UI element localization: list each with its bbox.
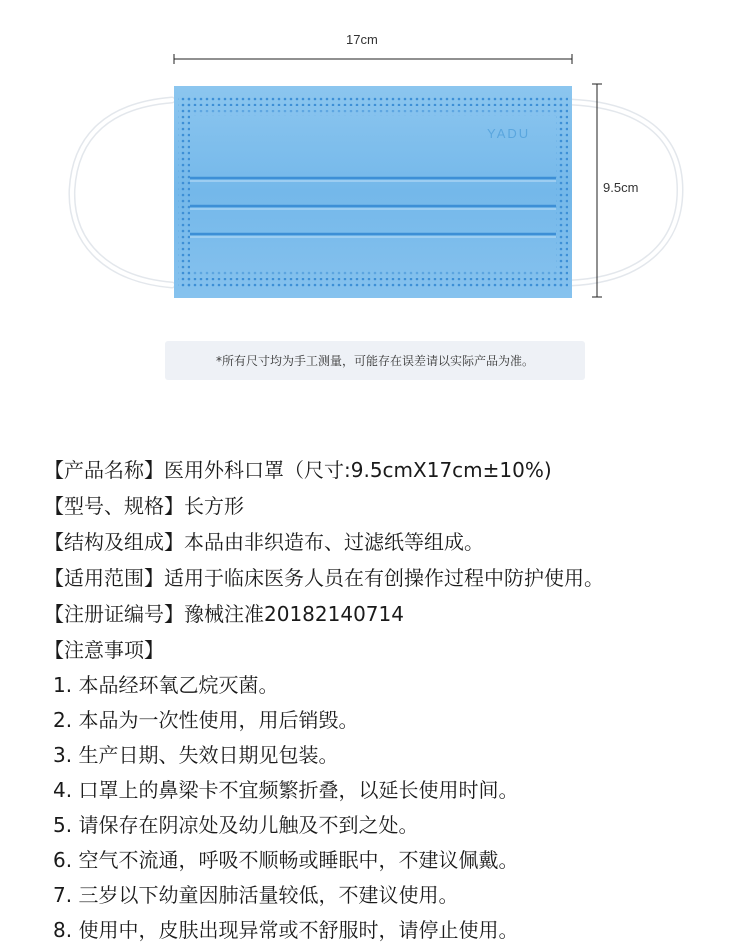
- list-item: 6. 空气不流通，呼吸不顺畅或睡眠中，不建议佩戴。: [53, 848, 519, 872]
- list-item: 2. 本品为一次性使用，用后销毁。: [53, 708, 359, 732]
- mask-dimension-figure: [0, 0, 750, 400]
- spec-product-name: 【产品名称】医用外科口罩（尺寸:9.5cmX17cm±10%): [44, 458, 552, 482]
- seam-left: [178, 96, 190, 288]
- list-item: 3. 生产日期、失效日期见包装。: [53, 743, 339, 767]
- spec-model: 【型号、规格】长方形: [44, 494, 244, 518]
- seam-top-2: [186, 110, 562, 116]
- mask-body: [174, 86, 572, 298]
- measurement-note: *所有尺寸均为手工测量，可能存在误差请以实际产品为准。: [165, 341, 585, 380]
- left-ear-loop-inner: [72, 100, 172, 285]
- list-item: 7. 三岁以下幼童因肺活量较低，不建议使用。: [53, 883, 459, 907]
- spec-cautions-heading: 【注意事项】: [44, 638, 164, 662]
- spec-structure: 【结构及组成】本品由非织造布、过滤纸等组成。: [44, 530, 484, 554]
- spec-scope: 【适用范围】适用于临床医务人员在有创操作过程中防护使用。: [44, 566, 604, 590]
- height-label: 9.5cm: [603, 180, 639, 195]
- mask-illustration: [0, 0, 750, 400]
- spec-registration: 【注册证编号】豫械注准20182140714: [44, 602, 404, 626]
- list-item: 1. 本品经环氧乙烷灭菌。: [53, 673, 279, 697]
- caution-list: [53, 668, 518, 948]
- width-label: 17cm: [346, 32, 378, 47]
- brand-mark: YADU: [487, 126, 531, 141]
- product-specs: [44, 452, 744, 668]
- seam-top: [186, 96, 562, 106]
- seam-right: [556, 96, 568, 288]
- list-item: 5. 请保存在阴凉处及幼儿触及不到之处。: [53, 813, 419, 837]
- list-item: 8. 使用中，皮肤出现异常或不舒服时，请停止使用。: [53, 918, 519, 942]
- seam-bottom: [186, 278, 562, 288]
- list-item: 4. 口罩上的鼻梁卡不宜频繁折叠，以延长使用时间。: [53, 778, 519, 802]
- left-ear-loop: [72, 100, 172, 285]
- seam-bottom-2: [186, 270, 562, 276]
